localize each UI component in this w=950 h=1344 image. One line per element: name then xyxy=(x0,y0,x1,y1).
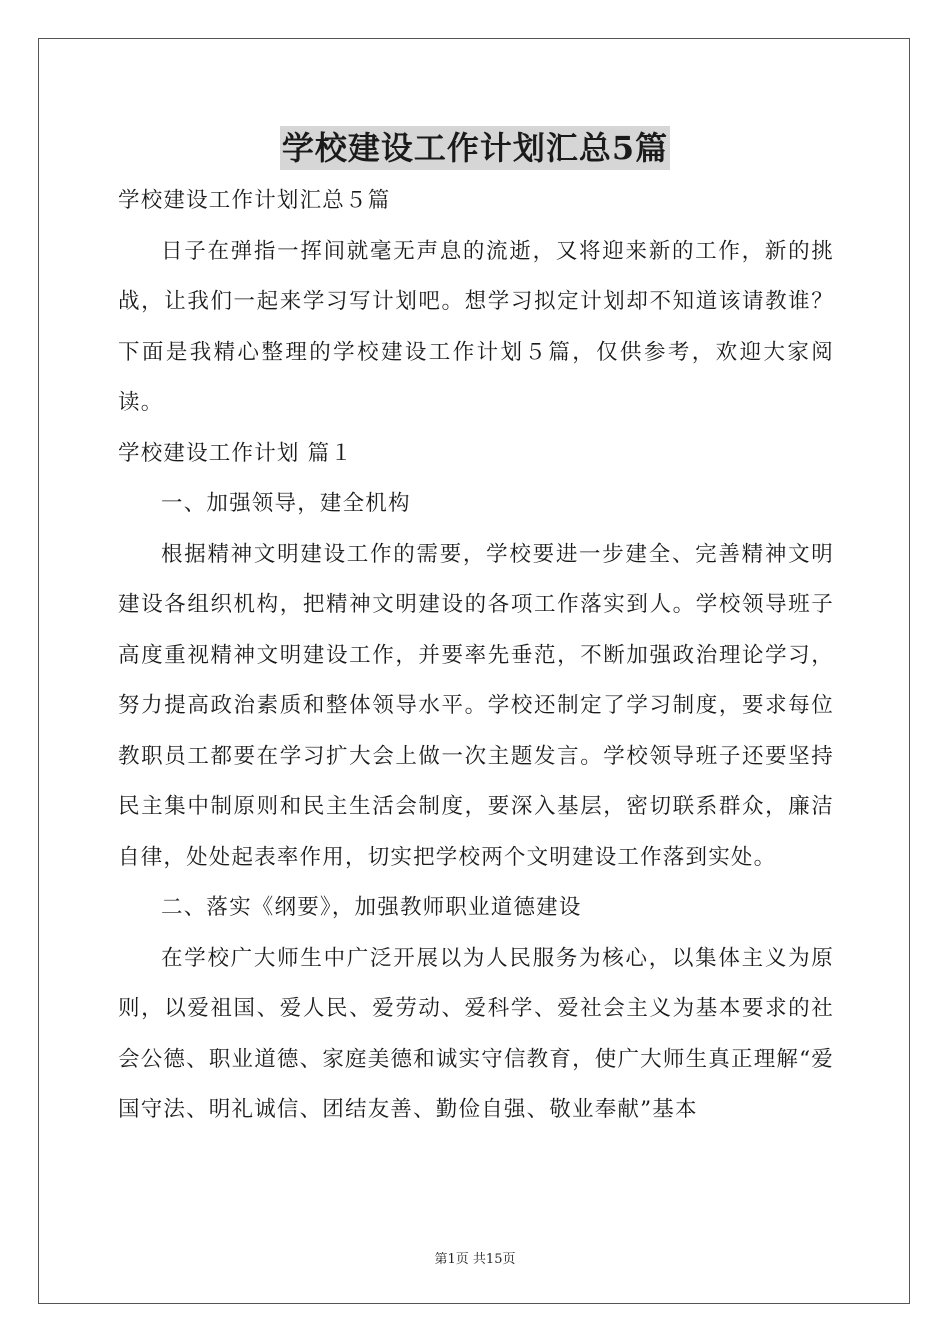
paragraph-two: 在学校广大师生中广泛开展以为人民服务为核心，以集体主义为原则，以爱祖国、爱人民、爱劳动、爱科学、爱社会主义为基本要求的社会公德、职业道德、家庭美德和诚实守信教育，使广大师生真正理解“爱国守法、明礼诚信、团结友善、勤俭自强、敬业奉献”基本 xyxy=(118,945,834,1122)
document-subtitle: 学校建设工作计划汇总５篇 xyxy=(118,188,391,213)
page-number: 第1页 共15页 xyxy=(434,1252,516,1267)
paragraph-one: 根据精神文明建设工作的需要，学校要进一步建全、完善精神文明建设各组织机构，把精神文明建设的各项工作落实到人。学校领导班子高度重视精神文明建设工作，并要率先垂范，不断加强政治理论学习，努力提高政治素质和整体领导水平。学校还制定了学习制度，要求每位教职员工都要在学习扩大会上做一次主题发言。学校领导班子还要坚持民主集中制原则和民主生活会制度，要深入基层，密切联系群众，廉洁自律，处处起表率作用，切实把学校两个文明建设工作落到实处。 xyxy=(118,541,834,870)
title-container xyxy=(0,126,950,170)
heading-one: 一、加强领导，建全机构 xyxy=(161,491,411,516)
heading-two: 二、落实《纲要》，加强教师职业道德建设 xyxy=(161,895,582,920)
document-title: 学校建设工作计划汇总5篇 xyxy=(280,126,670,170)
section-heading: 学校建设工作计划 篇１ xyxy=(118,440,354,466)
intro-paragraph: 日子在弹指一挥间就毫无声息的流逝，又将迎来新的工作，新的挑战，让我们一起来学习写计划吧。想学习拟定计划却不知道该请教谁？下面是我精心整理的学校建设工作计划５篇，仅供参考，欢迎大家阅读。 xyxy=(118,238,834,415)
page-footer xyxy=(0,1248,950,1267)
document-body xyxy=(118,176,834,1136)
